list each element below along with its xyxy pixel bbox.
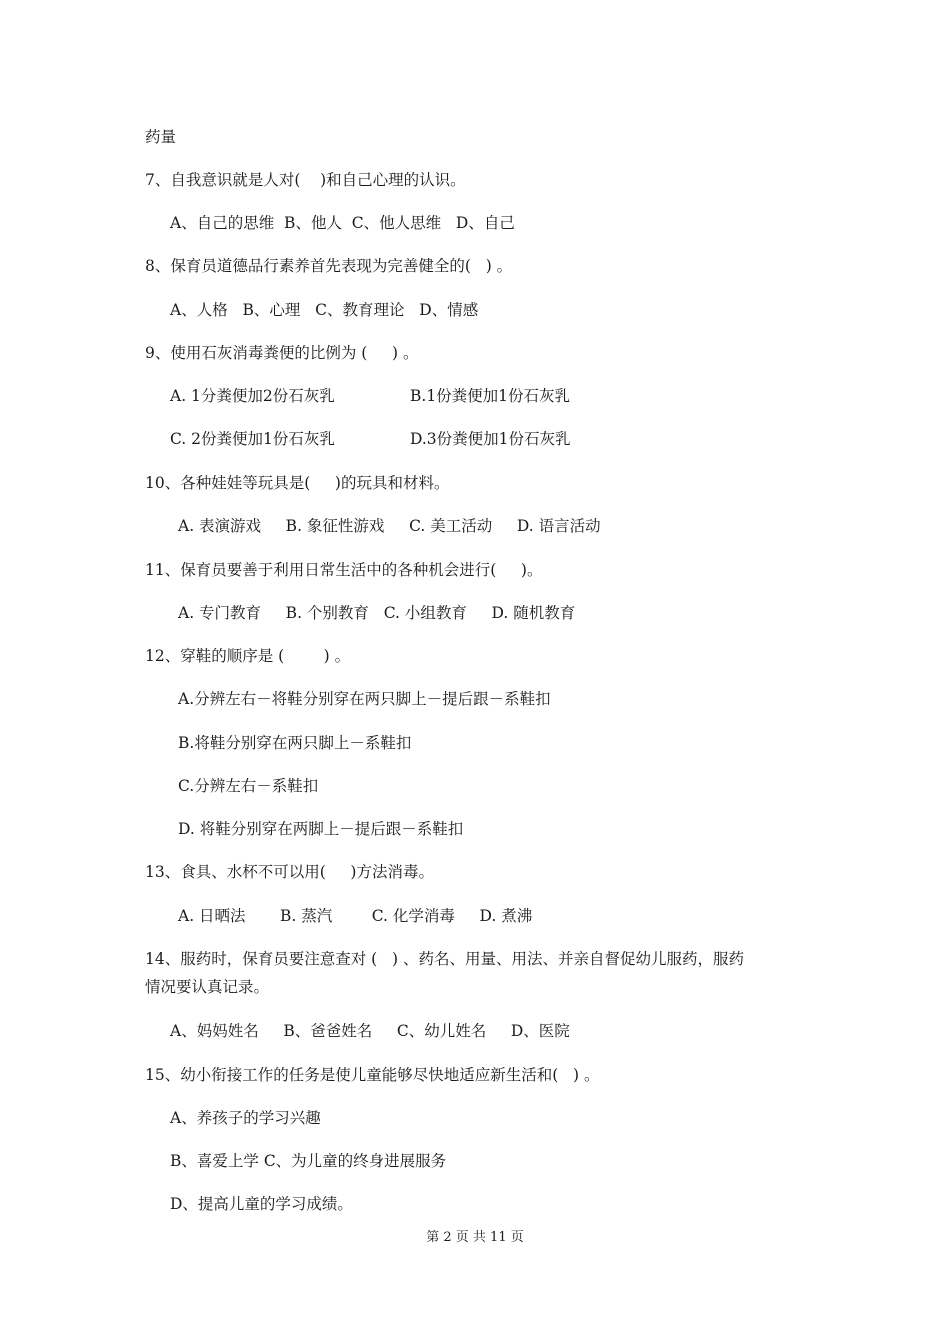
question-11: 11、保育员要善于利用日常生活中的各种机会进行( )。 — [145, 561, 543, 579]
question-9: 9、使用石灰消毒粪便的比例为 ( ) 。 — [145, 344, 419, 362]
question-11-options: A. 专门教育 B. 个别教育 C. 小组教育 D. 随机教育 — [178, 604, 576, 622]
question-12-option-c: C.分辨左右－系鞋扣 — [178, 777, 319, 795]
question-12-option-b: B.将鞋分别穿在两只脚上－系鞋扣 — [178, 734, 412, 752]
page-footer: 第 2 页 共 11 页 — [426, 1230, 524, 1245]
question-15-option-bc: B、喜爱上学 C、为儿童的终身进展服务 — [170, 1152, 447, 1170]
question-14-continued: 情况要认真记录。 — [145, 978, 270, 996]
question-7-options: A、自己的思维 B、他人 C、他人思维 D、自己 — [170, 214, 515, 232]
question-12: 12、穿鞋的顺序是 ( ) 。 — [145, 647, 351, 665]
question-7: 7、自我意识就是人对( )和自己心理的认识。 — [145, 171, 466, 189]
question-8: 8、保育员道德品行素养首先表现为完善健全的( ) 。 — [145, 257, 513, 275]
question-14-options: A、妈妈姓名 B、爸爸姓名 C、幼儿姓名 D、医院 — [170, 1022, 570, 1040]
question-15-option-d: D、提高儿童的学习成绩。 — [170, 1195, 353, 1213]
question-8-options: A、人格 B、心理 C、教育理论 D、情感 — [170, 301, 479, 319]
question-15-option-a: A、养孩子的学习兴趣 — [170, 1109, 321, 1127]
question-continuation: 药量 — [145, 128, 177, 146]
question-9-option-c: C. 2份粪便加1份石灰乳 — [170, 430, 335, 448]
question-12-option-d: D. 将鞋分别穿在两脚上－提后跟－系鞋扣 — [178, 820, 464, 838]
question-9-option-d: D.3份粪便加1份石灰乳 — [410, 430, 571, 448]
question-9-option-a: A. 1分粪便加2份石灰乳 — [170, 387, 335, 405]
question-10: 10、各种娃娃等玩具是( )的玩具和材料。 — [145, 474, 450, 492]
question-13-options: A. 日晒法 B. 蒸汽 C. 化学消毒 D. 煮沸 — [178, 907, 533, 925]
question-13: 13、食具、水杯不可以用( )方法消毒。 — [145, 863, 434, 881]
question-9-option-b: B.1份粪便加1份石灰乳 — [410, 387, 571, 405]
question-12-option-a: A.分辨左右－将鞋分别穿在两只脚上－提后跟－系鞋扣 — [178, 690, 551, 708]
question-14: 14、服药时，保育员要注意查对 ( ) 、药名、用量、用法、并亲自督促幼儿服药，服药 — [145, 950, 744, 968]
question-10-options: A. 表演游戏 B. 象征性游戏 C. 美工活动 D. 语言活动 — [178, 517, 601, 535]
question-15: 15、幼小衔接工作的任务是使儿童能够尽快地适应新生活和( ) 。 — [145, 1066, 600, 1084]
